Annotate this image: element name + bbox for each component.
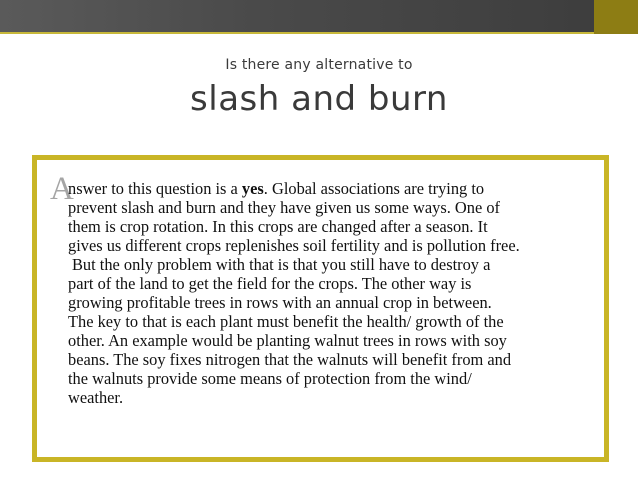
- slide-title: slash and burn: [190, 79, 448, 119]
- answer-line: gives us different crops replenishes soil fertility and is pollution free.: [68, 236, 520, 255]
- answer-yes: yes: [241, 179, 264, 198]
- answer-text-box: [32, 155, 609, 462]
- answer-line: prevent slash and burn and they have given us some ways. One of: [68, 198, 500, 217]
- answer-line: But the only problem with that is that you still have to destroy a: [72, 255, 491, 274]
- slide-subtitle: Is there any alternative to: [225, 57, 413, 73]
- answer-paragraph: [68, 179, 608, 407]
- answer-line: weather.: [68, 388, 124, 407]
- answer-line: other. An example would be planting walnut trees in rows with soy: [68, 331, 507, 350]
- answer-line: them is crop rotation. In this crops are changed after a season. It: [68, 217, 488, 236]
- answer-line-1-start: nswer to this question is a: [68, 179, 242, 198]
- answer-line: part of the land to get the field for the crops. The other way is: [68, 274, 472, 293]
- drop-cap: A: [50, 171, 74, 207]
- answer-line-1: [68, 179, 608, 198]
- header-accent-block: [594, 0, 638, 32]
- answer-line: the walnuts provide some means of protection from the wind/: [68, 369, 472, 388]
- answer-line: beans. The soy fixes nitrogen that the walnuts will benefit from and: [68, 350, 512, 369]
- answer-line: growing profitable trees in rows with an annual crop in between.: [68, 293, 492, 312]
- header-accent-line-dark: [594, 32, 638, 34]
- header-accent-line: [0, 32, 638, 34]
- answer-line-1-end: . Global associations are trying to: [263, 179, 485, 198]
- answer-line: The key to that is each plant must benefit the health/ growth of the: [68, 312, 504, 331]
- header-band: [0, 0, 638, 32]
